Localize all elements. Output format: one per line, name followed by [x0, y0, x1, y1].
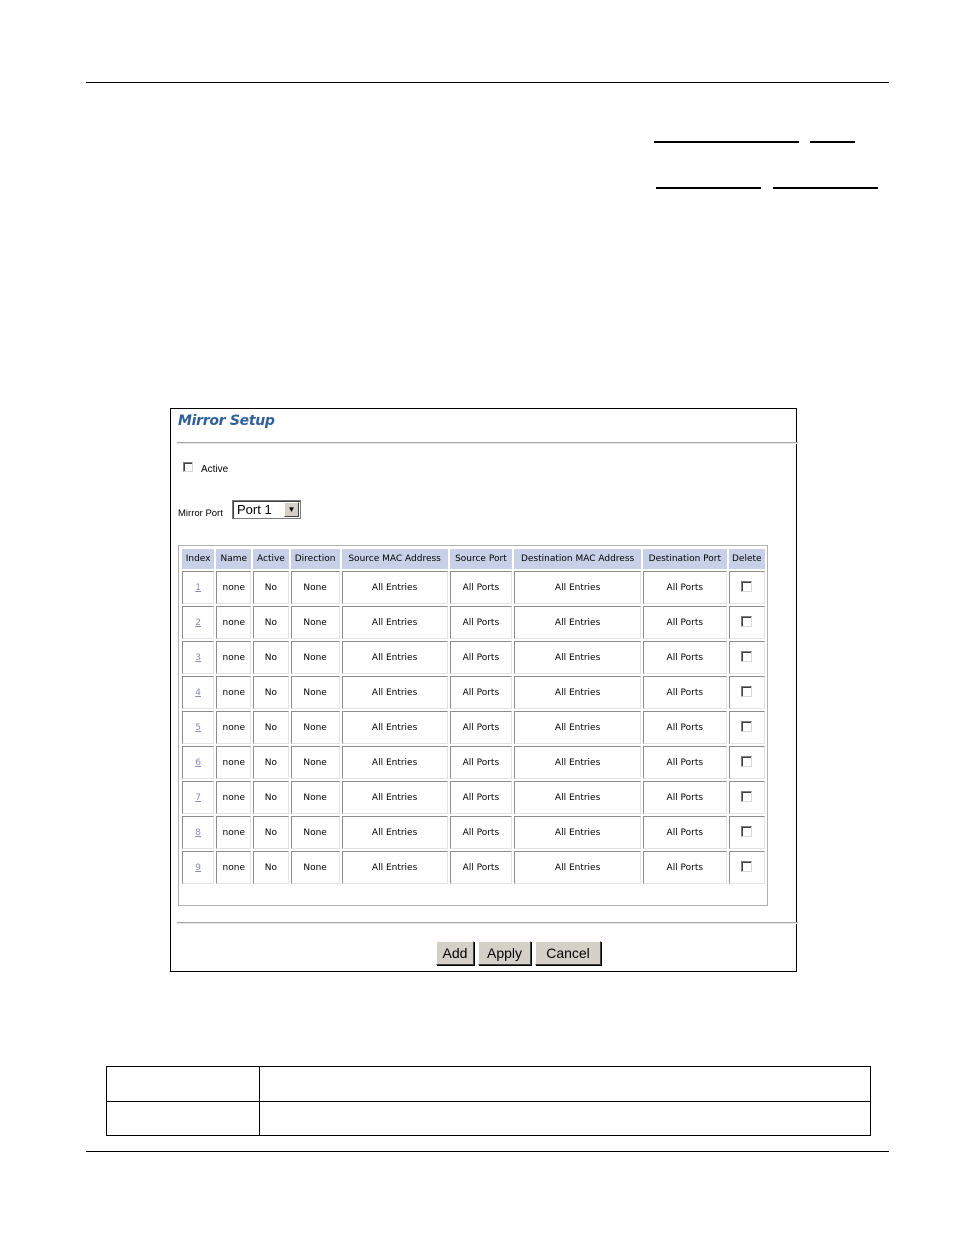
- direction-cell: None: [291, 711, 340, 744]
- redacted-line: [773, 187, 878, 189]
- delete-cell: [729, 606, 765, 639]
- description-table: [106, 1066, 871, 1136]
- destination-port-cell: All Ports: [643, 641, 726, 674]
- source-mac-cell: All Entries: [342, 606, 448, 639]
- active-cell: No: [253, 816, 288, 849]
- source-mac-cell: All Entries: [342, 816, 448, 849]
- destination-port-cell: All Ports: [643, 676, 726, 709]
- index-link[interactable]: 1: [195, 582, 201, 593]
- header-source-port: Source Port: [450, 549, 513, 569]
- index-cell: [182, 606, 214, 639]
- index-link[interactable]: 6: [195, 757, 201, 768]
- source-port-cell: All Ports: [450, 746, 513, 779]
- header-delete: Delete: [729, 549, 765, 569]
- direction-cell: None: [291, 606, 340, 639]
- destination-port-cell: All Ports: [643, 746, 726, 779]
- delete-cell: [729, 816, 765, 849]
- header-direction: Direction: [291, 549, 340, 569]
- mirror-port-label: Mirror Port: [178, 508, 223, 519]
- redacted-line: [810, 141, 855, 143]
- source-mac-cell: All Entries: [342, 571, 448, 604]
- source-port-cell: All Ports: [450, 606, 513, 639]
- index-cell: [182, 781, 214, 814]
- destination-mac-cell: All Entries: [514, 571, 641, 604]
- index-cell: [182, 571, 214, 604]
- table-row: [182, 571, 765, 604]
- destination-port-cell: All Ports: [643, 571, 726, 604]
- active-cell: No: [253, 606, 288, 639]
- source-mac-cell: All Entries: [342, 781, 448, 814]
- name-cell: none: [216, 606, 251, 639]
- header-destination-port: Destination Port: [643, 549, 726, 569]
- apply-button[interactable]: Apply: [478, 941, 531, 965]
- destination-mac-cell: All Entries: [514, 641, 641, 674]
- name-cell: none: [216, 711, 251, 744]
- table-row: [182, 606, 765, 639]
- source-mac-cell: All Entries: [342, 641, 448, 674]
- name-cell: none: [216, 781, 251, 814]
- table-row: [182, 711, 765, 744]
- name-cell: none: [216, 571, 251, 604]
- table-row: [182, 641, 765, 674]
- delete-cell: [729, 676, 765, 709]
- redacted-line: [656, 187, 761, 189]
- destination-port-cell: All Ports: [643, 816, 726, 849]
- destination-mac-cell: All Entries: [514, 711, 641, 744]
- source-port-cell: All Ports: [450, 781, 513, 814]
- index-link[interactable]: 4: [195, 687, 201, 698]
- delete-checkbox[interactable]: [741, 581, 752, 592]
- destination-port-cell: All Ports: [643, 711, 726, 744]
- index-link[interactable]: 8: [195, 827, 201, 838]
- index-cell: [182, 676, 214, 709]
- direction-cell: None: [291, 781, 340, 814]
- index-link[interactable]: 2: [195, 617, 201, 628]
- direction-cell: None: [291, 571, 340, 604]
- destination-port-cell: All Ports: [643, 781, 726, 814]
- destination-mac-cell: All Entries: [514, 816, 641, 849]
- active-label: Active: [201, 464, 229, 475]
- table-row: [182, 676, 765, 709]
- source-port-cell: All Ports: [450, 711, 513, 744]
- active-cell: No: [253, 711, 288, 744]
- delete-cell: [729, 746, 765, 779]
- mirror-port-select[interactable]: [232, 500, 301, 519]
- index-cell: [182, 711, 214, 744]
- destination-port-cell: All Ports: [643, 851, 726, 884]
- delete-checkbox[interactable]: [741, 721, 752, 732]
- delete-cell: [729, 851, 765, 884]
- source-mac-cell: All Entries: [342, 711, 448, 744]
- cancel-button[interactable]: Cancel: [535, 941, 601, 965]
- active-cell: No: [253, 676, 288, 709]
- delete-checkbox[interactable]: [741, 756, 752, 767]
- table-row: [182, 816, 765, 849]
- index-link[interactable]: 7: [195, 792, 201, 803]
- delete-checkbox[interactable]: [741, 861, 752, 872]
- delete-checkbox[interactable]: [741, 826, 752, 837]
- index-link[interactable]: 9: [195, 862, 201, 873]
- delete-cell: [729, 781, 765, 814]
- panel-title: Mirror Setup: [178, 413, 275, 429]
- source-port-cell: All Ports: [450, 571, 513, 604]
- index-cell: [182, 746, 214, 779]
- mirror-port-value: Port 1: [237, 502, 272, 517]
- delete-cell: [729, 571, 765, 604]
- active-cell: No: [253, 746, 288, 779]
- header-name: Name: [216, 549, 251, 569]
- destination-mac-cell: All Entries: [514, 676, 641, 709]
- active-cell: No: [253, 641, 288, 674]
- chevron-down-icon[interactable]: ▼: [284, 502, 299, 517]
- active-cell: No: [253, 851, 288, 884]
- table-divider: [107, 1101, 870, 1102]
- index-cell: [182, 641, 214, 674]
- destination-mac-cell: All Entries: [514, 851, 641, 884]
- source-port-cell: All Ports: [450, 676, 513, 709]
- table-row: [182, 781, 765, 814]
- bottom-separator: [177, 922, 798, 924]
- destination-port-cell: All Ports: [643, 606, 726, 639]
- table-divider: [259, 1067, 260, 1135]
- delete-checkbox[interactable]: [741, 651, 752, 662]
- mirror-table: [180, 547, 767, 886]
- name-cell: none: [216, 851, 251, 884]
- title-separator: [177, 442, 798, 444]
- direction-cell: None: [291, 641, 340, 674]
- source-port-cell: All Ports: [450, 851, 513, 884]
- header-rule: [86, 82, 889, 83]
- header-source-mac: Source MAC Address: [342, 549, 448, 569]
- direction-cell: None: [291, 851, 340, 884]
- direction-cell: None: [291, 816, 340, 849]
- mirror-setup-panel: [170, 408, 797, 972]
- footer-rule: [86, 1151, 889, 1152]
- header-index: Index: [182, 549, 214, 569]
- source-port-cell: All Ports: [450, 641, 513, 674]
- header-active: Active: [253, 549, 288, 569]
- name-cell: none: [216, 676, 251, 709]
- mirror-table-frame: [178, 545, 768, 906]
- delete-checkbox[interactable]: [741, 791, 752, 802]
- delete-checkbox[interactable]: [741, 616, 752, 627]
- active-checkbox[interactable]: [183, 462, 193, 472]
- index-cell: [182, 816, 214, 849]
- add-button[interactable]: Add: [436, 941, 474, 965]
- table-header-row: [182, 549, 765, 569]
- active-cell: No: [253, 781, 288, 814]
- index-link[interactable]: 3: [195, 652, 201, 663]
- delete-cell: [729, 711, 765, 744]
- direction-cell: None: [291, 746, 340, 779]
- header-destination-mac: Destination MAC Address: [514, 549, 641, 569]
- active-cell: No: [253, 571, 288, 604]
- index-link[interactable]: 5: [195, 722, 201, 733]
- direction-cell: None: [291, 676, 340, 709]
- destination-mac-cell: All Entries: [514, 746, 641, 779]
- index-cell: [182, 851, 214, 884]
- source-mac-cell: All Entries: [342, 746, 448, 779]
- delete-checkbox[interactable]: [741, 686, 752, 697]
- name-cell: none: [216, 641, 251, 674]
- name-cell: none: [216, 816, 251, 849]
- name-cell: none: [216, 746, 251, 779]
- source-port-cell: All Ports: [450, 816, 513, 849]
- redacted-line: [654, 141, 799, 143]
- destination-mac-cell: All Entries: [514, 606, 641, 639]
- source-mac-cell: All Entries: [342, 851, 448, 884]
- delete-cell: [729, 641, 765, 674]
- source-mac-cell: All Entries: [342, 676, 448, 709]
- table-row: [182, 851, 765, 884]
- table-row: [182, 746, 765, 779]
- destination-mac-cell: All Entries: [514, 781, 641, 814]
